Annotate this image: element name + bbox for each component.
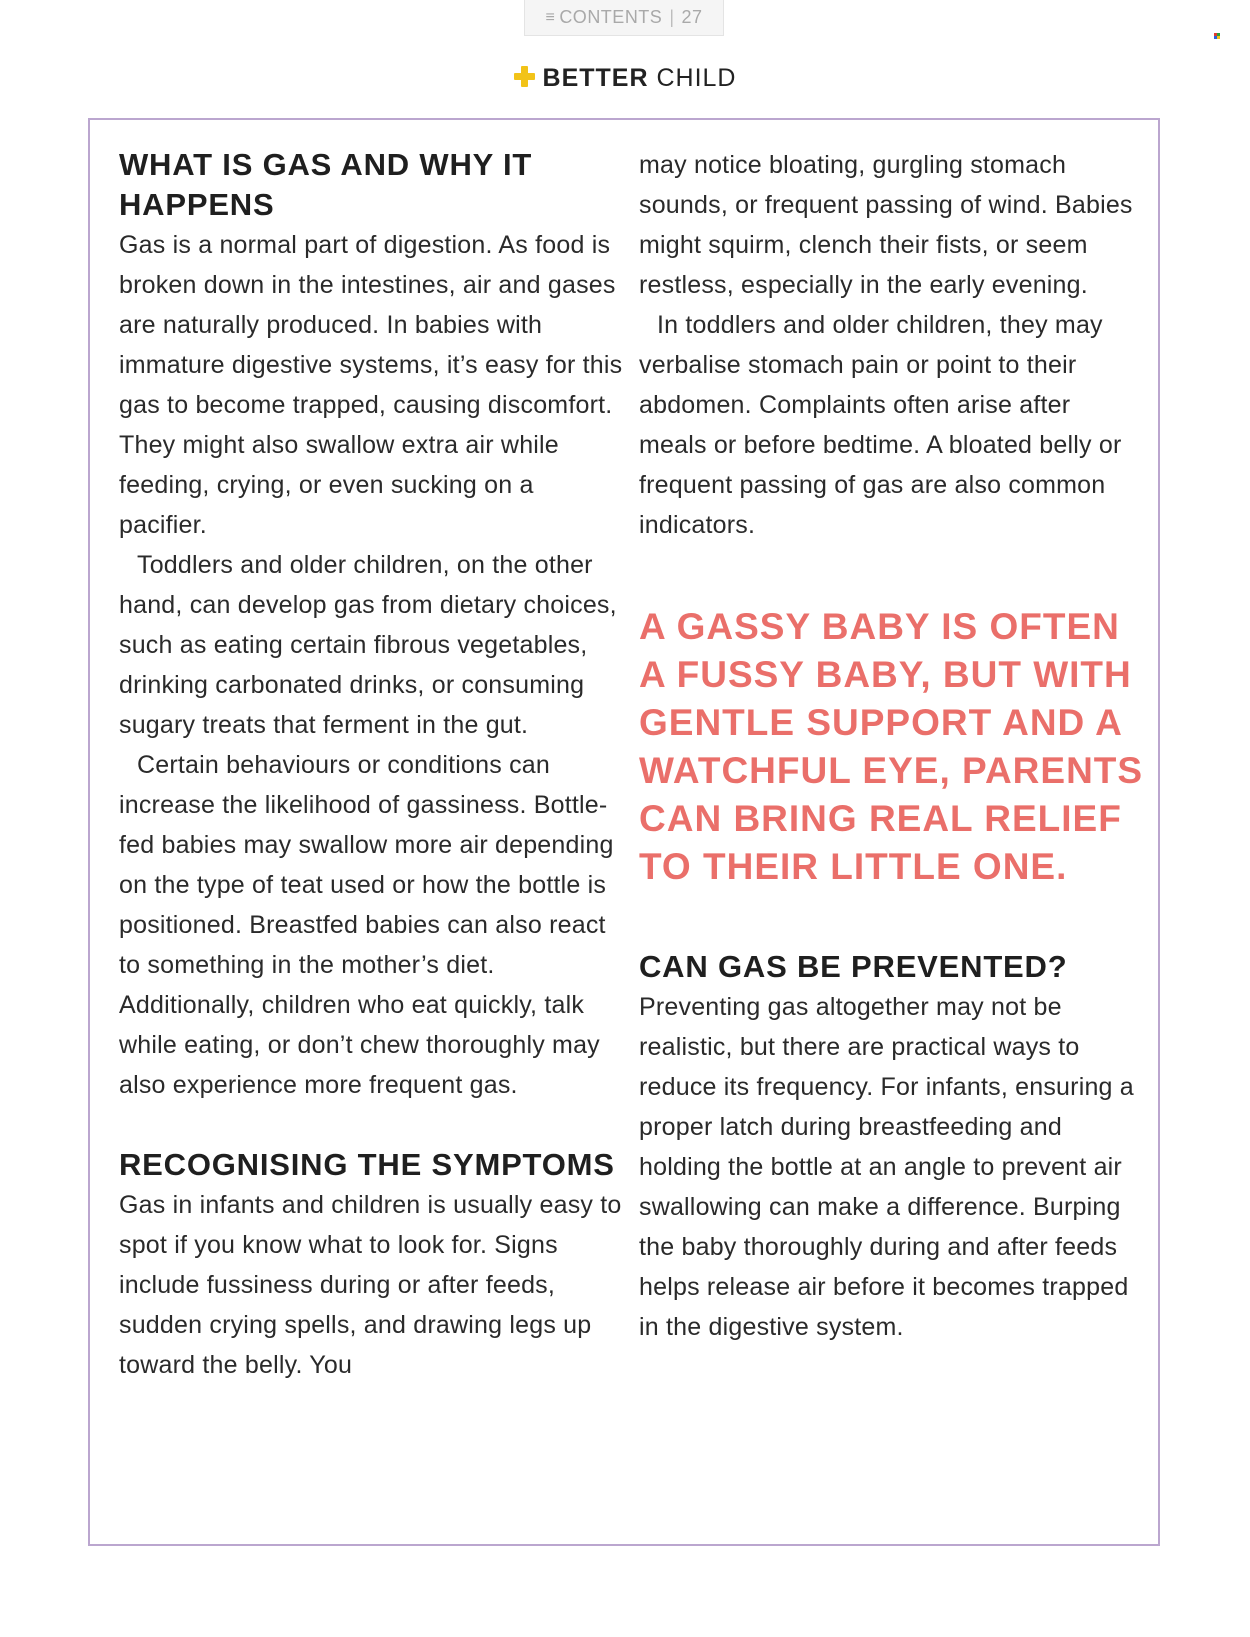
spacer [639,545,1144,603]
body-paragraph: Certain behaviours or conditions can increase the likelihood of gassiness. Bottle-fed babies may swallow more air depending on the type of teat used or how the bottle is positioned. Breastfed babies can also react to something in the mother’s diet. Additionally, children who eat quickly, talk while eating, or don’t chew thoroughly may also experience more frequent gas. [119,751,614,1099]
section-heading-symptoms: RECOGNISING THE SYMPTOMS [119,1147,615,1182]
body-paragraph: Gas is a normal part of digestion. As food is broken down in the intestines, air and gases are naturally produced. In babies with immature digestive systems, it’s easy for this gas to become trapped, causing discomfort. They might also swallow extra air while feeding, crying, or even sucking on a pacifier. [119,231,623,539]
nav-separator: | [669,7,675,27]
contents-link[interactable]: CONTENTS [559,7,663,27]
page-number: 27 [681,7,703,27]
body-paragraph: In toddlers and older children, they may verbalise stomach pain or point to their abdomen. Complaints often arise after meals or before bedtime. A bloated belly or frequent passing of gas are also common indicators. [639,311,1122,539]
body-paragraph: Toddlers and older children, on the other hand, can develop gas from dietary choices, such as eating certain fibrous vegetables, drinking carbonated drinks, or consuming sugary treats that ferment in the gut. [119,551,617,739]
body-paragraph: Gas in infants and children is usually easy to spot if you know what to look for. Signs include fussiness during or after feeds, sudden crying spells, and drawing legs up toward the belly. You [119,1191,622,1379]
section-heading-what-is-gas: WHAT IS GAS AND WHY IT HAPPENS [119,147,533,222]
pull-quote: A GASSY BABY IS OFTEN A FUSSY BABY, BUT WITH GENTLE SUPPORT AND A WATCHFUL EYE, PARENTS CAN BRING REAL RELIEF TO THEIR LITTLE ONE. [639,606,1144,887]
brand-name-bold: BETTER [542,64,649,92]
spacer [119,1105,624,1145]
contents-nav[interactable] [524,0,724,36]
section-heading-prevention: CAN GAS BE PREVENTED? [639,949,1068,984]
left-column [119,145,624,1385]
brand-name-light: CHILD [656,64,737,92]
spacer [639,891,1144,947]
corner-color-mark-icon [1214,33,1220,39]
brand-logo [0,64,1250,93]
body-paragraph: Preventing gas altogether may not be realistic, but there are practical ways to reduce its frequency. For infants, ensuring a proper latch during breastfeeding and holding the bottle at an angle to prevent air swallowing can make a difference. Burping the baby thoroughly during and after feeds helps release air before it becomes trapped in the digestive system. [639,993,1134,1341]
plus-icon [514,66,535,87]
menu-icon: ≡ [545,8,556,26]
body-paragraph: may notice bloating, gurgling stomach sounds, or frequent passing of wind. Babies might squirm, clench their fists, or seem restless, especially in the early evening. [639,151,1133,299]
right-column [639,145,1144,1347]
